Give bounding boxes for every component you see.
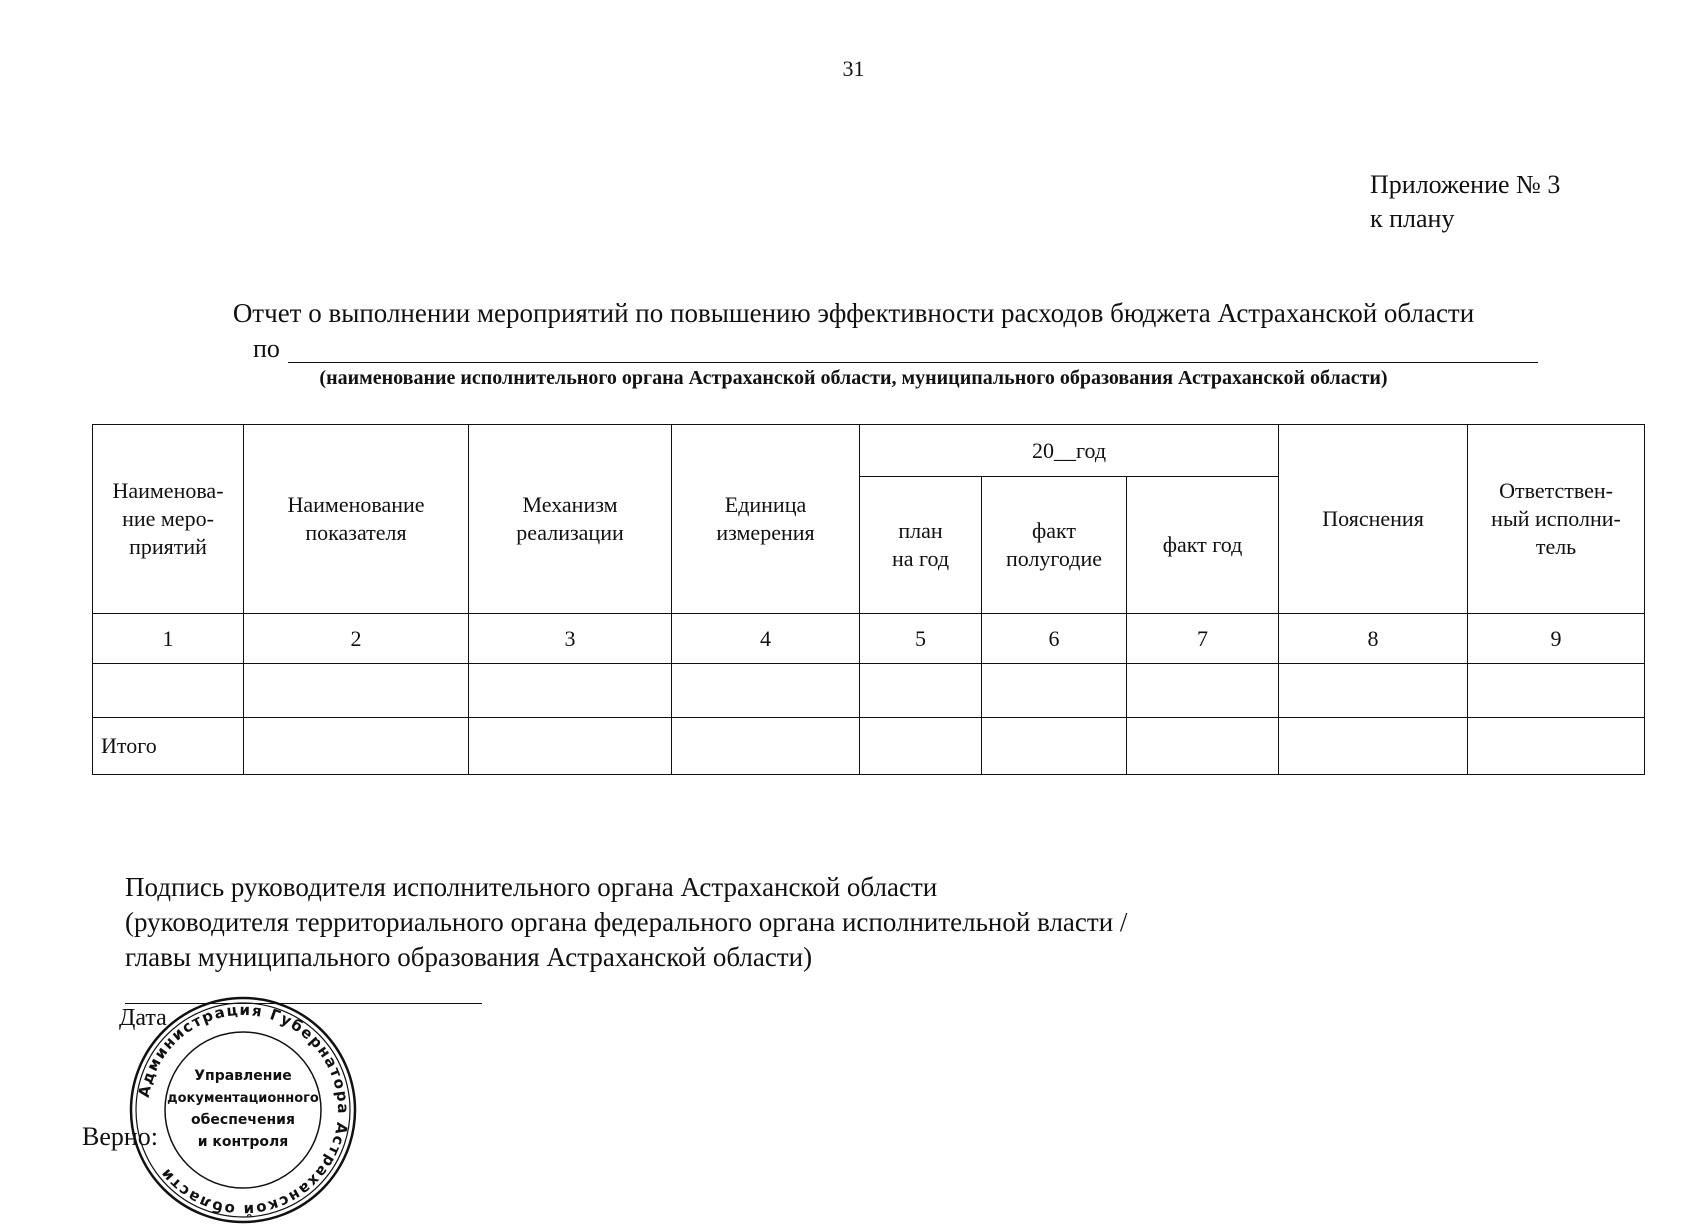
signature-line-1: Подпись руководителя исполнительного органа Астраханской области: [125, 872, 938, 902]
table-cell: [672, 718, 860, 775]
po-label: по: [253, 334, 280, 363]
stamp-inner-line-1: Управление: [194, 1068, 292, 1084]
header-unit: Единица измерения: [672, 425, 860, 614]
table-cell: [672, 664, 860, 718]
appendix-note: [1370, 168, 1560, 236]
table-cell: [982, 664, 1127, 718]
table-cell: [1127, 664, 1279, 718]
table-row-total: [93, 718, 1645, 775]
table-cell: [469, 664, 672, 718]
signature-line-3: главы муниципального образования Астраханской области): [125, 942, 813, 972]
column-number: 4: [672, 614, 860, 664]
signature-block: [125, 870, 1127, 975]
header-mechanism: Механизм реализации: [469, 425, 672, 614]
table-cell: [982, 718, 1127, 775]
report-table: [92, 424, 1645, 775]
date-label: Дата: [119, 1005, 167, 1031]
stamp-inner-ring: [165, 1032, 321, 1188]
appendix-line-1: Приложение № 3: [1370, 170, 1561, 199]
column-number: 1: [93, 614, 244, 664]
po-caption: (наименование исполнительного органа Астраханской области, муниципального образования Астраханской области): [319, 367, 1388, 389]
header-measure-name: Наименова- ние меро- приятий: [93, 425, 244, 614]
column-number-row: [93, 614, 1645, 664]
verno-label: Верно:: [82, 1122, 159, 1151]
po-fill-line: [288, 362, 1538, 363]
column-number: 7: [1127, 614, 1279, 664]
appendix-line-2: к плану: [1370, 204, 1455, 233]
table-cell: [469, 718, 672, 775]
header-fact-halfyear: факт полугодие: [982, 477, 1127, 614]
report-title: Отчет о выполнении мероприятий по повышению эффективности расходов бюджета Астраханской области: [232, 298, 1475, 328]
column-number: 3: [469, 614, 672, 664]
page-number: 31: [842, 56, 865, 81]
header-plan-year: план на год: [860, 477, 982, 614]
column-number: 8: [1279, 614, 1468, 664]
signature-line-2: (руководителя территориального органа федерального органа исполнительной власти /: [125, 907, 1128, 937]
header-explanations: Пояснения: [1279, 425, 1468, 614]
header-fact-year: факт год: [1127, 477, 1279, 614]
header-year-group: 20__год: [860, 425, 1279, 477]
table-cell: [1468, 664, 1645, 718]
table-cell: [1279, 718, 1468, 775]
table-cell: [1127, 718, 1279, 775]
stamp-inner-line-3: обеспечения: [191, 1112, 295, 1128]
table-cell: [1468, 718, 1645, 775]
table-cell: [244, 718, 469, 775]
column-number: 9: [1468, 614, 1645, 664]
official-stamp: [128, 995, 358, 1225]
column-number: 6: [982, 614, 1127, 664]
header-responsible: Ответствен- ный исполни- тель: [1468, 425, 1645, 614]
column-number: 5: [860, 614, 982, 664]
table-cell: [860, 664, 982, 718]
column-number: 2: [244, 614, 469, 664]
total-label: Итого: [93, 718, 244, 775]
stamp-outer-text: Администрация Губернатора Астраханской области: [134, 1000, 353, 1220]
stamp-inner-line-2: документационного: [167, 1091, 319, 1106]
table-cell: [1279, 664, 1468, 718]
table-cell: [860, 718, 982, 775]
table-cell: [93, 664, 244, 718]
header-row-1: [93, 425, 1645, 477]
header-indicator-name: Наименование показателя: [244, 425, 469, 614]
table-cell: [244, 664, 469, 718]
table-row-empty: [93, 664, 1645, 718]
stamp-inner-line-4: и контроля: [197, 1134, 289, 1150]
